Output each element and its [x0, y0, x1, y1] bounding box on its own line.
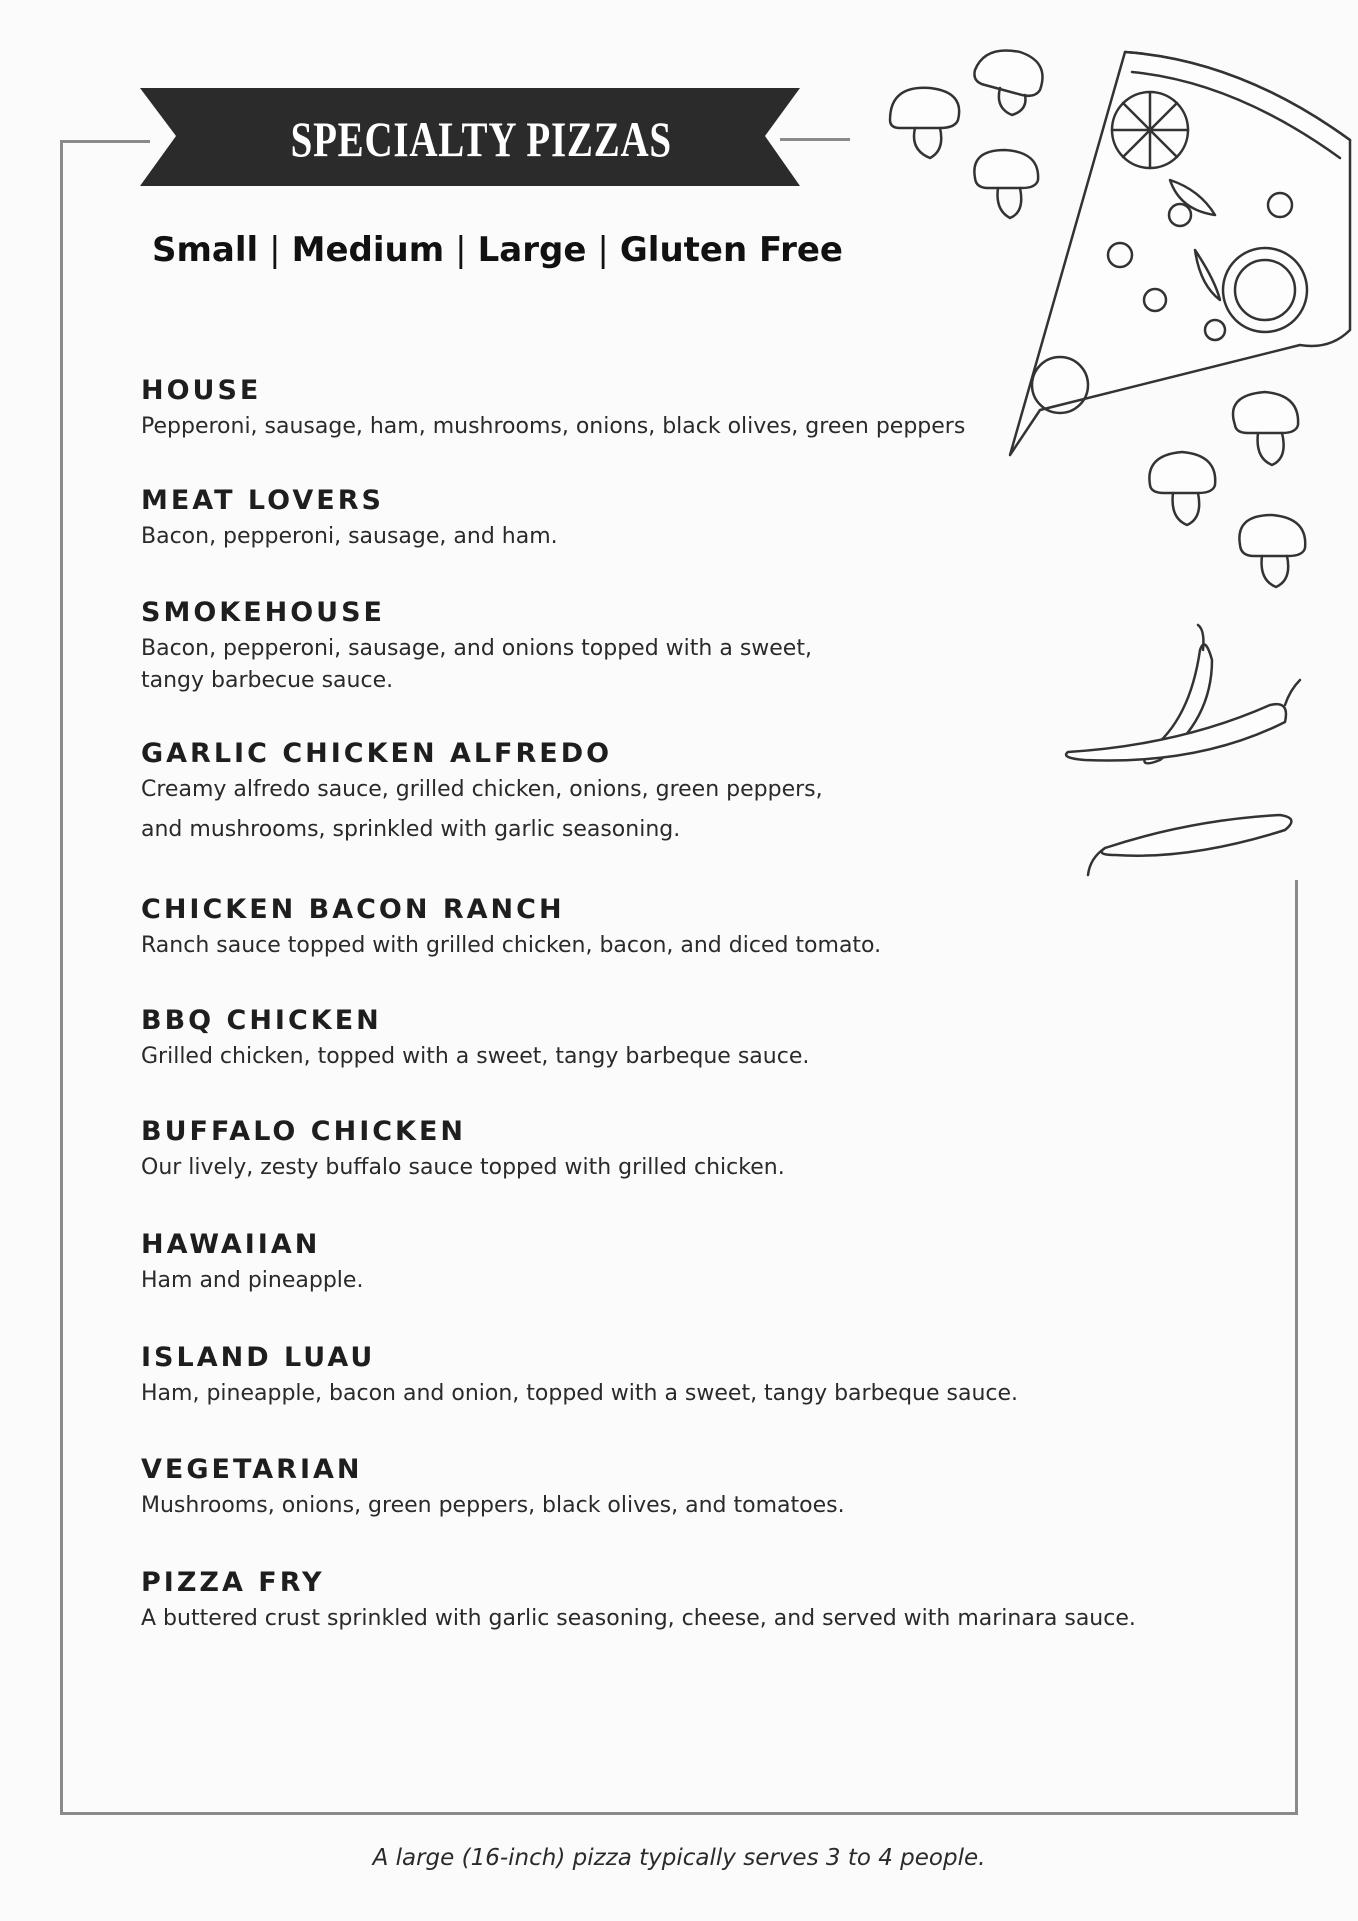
menu-item — [141, 1004, 1271, 1074]
size-large: Large — [477, 230, 587, 270]
menu-item — [141, 1228, 1271, 1298]
mushroom-icon — [1233, 392, 1298, 465]
item-description: Mushrooms, onions, green peppers, black olives, and tomatoes. — [141, 1493, 845, 1518]
size-options: Small | Medium | Large | Gluten Free — [152, 230, 843, 270]
menu-item — [141, 893, 1271, 963]
footer-note: A large (16-inch) pizza typically serves 3 to 4 people. — [372, 1845, 986, 1871]
item-description: Creamy alfredo sauce, grilled chicken, onions, green peppers, — [141, 777, 823, 802]
page-title: SPECIALTY PIZZAS — [290, 111, 672, 167]
menu-item — [141, 1115, 1271, 1185]
item-name: SMOKEHOUSE — [141, 597, 385, 628]
item-description: A buttered crust sprinkled with garlic seasoning, cheese, and served with marinara sauce. — [141, 1606, 1136, 1631]
chili-pepper-icon — [1088, 815, 1291, 875]
item-description: Grilled chicken, topped with a sweet, tangy barbeque sauce. — [141, 1044, 810, 1069]
menu-item — [141, 1566, 1271, 1636]
frame-bottom — [60, 1812, 1298, 1815]
item-name: ISLAND LUAU — [141, 1342, 376, 1373]
item-name: GARLIC CHICKEN ALFREDO — [141, 738, 613, 769]
decorative-illustrations — [0, 0, 1358, 900]
mushroom-icon — [974, 150, 1038, 218]
mushroom-icon — [1239, 515, 1305, 587]
item-description: Ranch sauce topped with grilled chicken, bacon, and diced tomato. — [141, 933, 882, 958]
item-name: MEAT LOVERS — [141, 485, 384, 516]
item-description: Ham, pineapple, bacon and onion, topped with a sweet, tangy barbeque sauce. — [141, 1381, 1019, 1406]
item-name: BBQ CHICKEN — [141, 1005, 382, 1036]
size-medium: Medium — [291, 230, 445, 270]
item-description: Bacon, pepperoni, sausage, and onions topped with a sweet, — [141, 636, 812, 661]
size-small: Small — [152, 230, 259, 270]
size-gluten-free: Gluten Free — [619, 230, 843, 270]
mushroom-icon — [1149, 452, 1215, 525]
item-name: PIZZA FRY — [141, 1567, 325, 1598]
item-description: Ham and pineapple. — [141, 1268, 364, 1293]
frame-right — [1295, 880, 1298, 1815]
menu-item — [141, 1453, 1271, 1523]
item-description: Pepperoni, sausage, ham, mushrooms, onions, black olives, green peppers — [141, 414, 966, 439]
item-name: HAWAIIAN — [141, 1229, 321, 1260]
item-description: Bacon, pepperoni, sausage, and ham. — [141, 524, 558, 549]
pizza-slice-icon — [1010, 52, 1350, 455]
mushroom-icon — [890, 88, 959, 158]
item-name: HOUSE — [141, 375, 262, 406]
item-name: CHICKEN BACON RANCH — [141, 894, 565, 925]
item-description: Our lively, zesty buffalo sauce topped with grilled chicken. — [141, 1155, 785, 1180]
mushroom-icon — [974, 50, 1042, 115]
item-name: BUFFALO CHICKEN — [141, 1116, 467, 1147]
item-name: VEGETARIAN — [141, 1454, 363, 1485]
item-description-line2: and mushrooms, sprinkled with garlic seasoning. — [141, 817, 681, 842]
item-description-line2: tangy barbecue sauce. — [141, 668, 394, 693]
menu-item — [141, 1341, 1271, 1411]
